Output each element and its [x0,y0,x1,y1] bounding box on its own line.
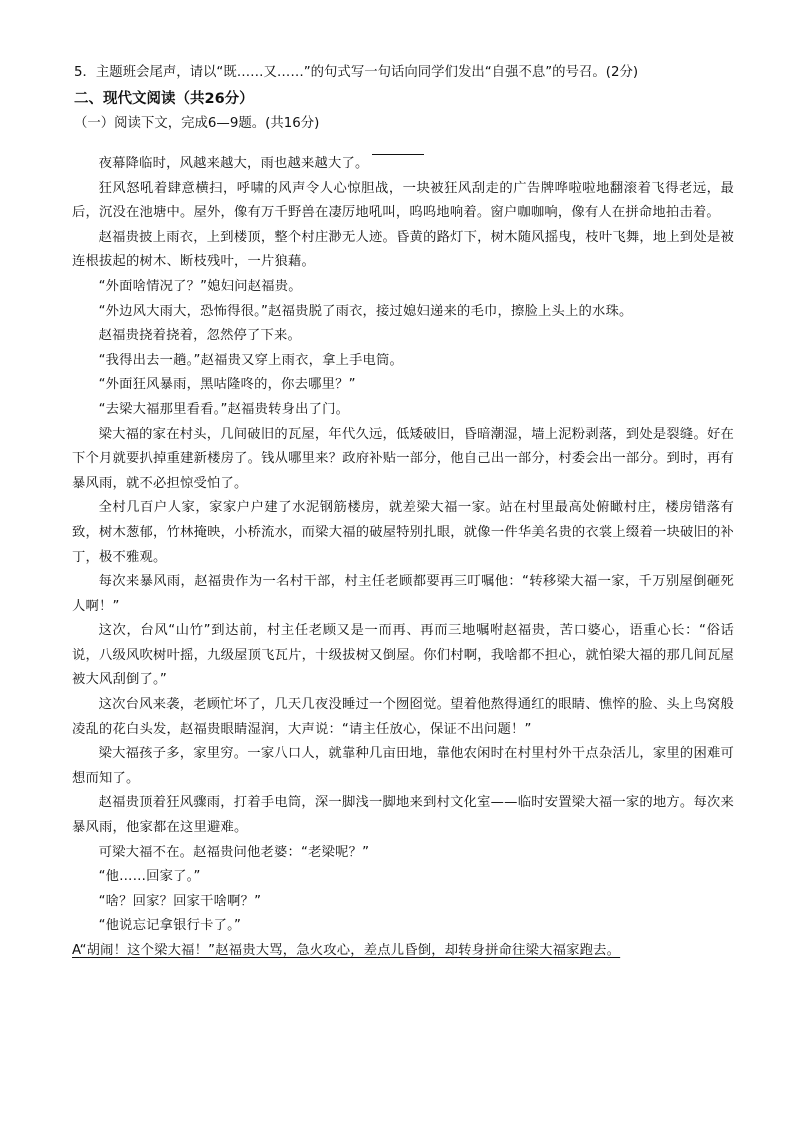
paragraph: 每次来暴风雨，赵福贵作为一名村干部，村主任老顾都要再三叮嘱他：“转移梁大福一家，千万别屋倒砸死人啊！” [72,574,734,614]
paragraph: 赵福贵挠着挠着，忽然停了下来。 [98,328,302,344]
sentence-a-marker: A [72,943,80,958]
paragraph: “我得出去一趟。”赵福贵又穿上雨衣，拿上手电筒。 [98,352,404,368]
paragraph: “外面狂风暴雨，黑咕隆咚的，你去哪里？” [98,377,356,393]
paragraph: 狂风怒吼着肆意横扫，呼啸的风声令人心惊胆战，一块被狂风刮走的广告牌哗啦啦地翻滚着飞得老远，最后，沉没在池塘中。屋外，像有万千野兽在凄厉地吼叫，呜呜地响着。窗户咖咖响，像有人在拼命地拍击着。 [72,180,734,221]
paragraph: 夜幕降临时，风越来越大，雨也越来越大了。 [98,156,369,171]
subsection-instruction: （一）阅读下文，完成6—9题。(共16分) [74,116,320,131]
reading-article [72,152,734,964]
paragraph: “他说忘记拿银行卡了。” [98,918,242,934]
paragraph: 梁大福孩子多，家里穷。一家八口人，就靠种几亩田地，靠他农闲时在村里村外干点杂活儿，家里的困难可想而知了。 [72,746,734,786]
question-5: 5．主题班会尾声，请以“既……又……”的句式写一句话向同学们发出“自强不息”的号召。(2分) [74,65,639,80]
paragraph: 全村几百户人家，家家户户建了水泥钢筋楼房，就差梁大福一家。站在村里最高处俯瞰村庄，楼房错落有致，树木葱郁，竹林掩映，小桥流水，而梁大福的破屋特别扎眼，就像一件华美名贵的衣裳上缀着一块破旧的补丁，极不雅观。 [72,500,734,565]
paragraph: 这次台风来袭，老顾忙坏了，几天几夜没睡过一个囫囵觉。望着他熬得通红的眼睛、憔悴的脸、头上鸟窝般凌乱的花白头发，赵福贵眼睛湿润，大声说：“请主任放心，保证不出问题！” [72,697,734,737]
paragraph: 梁大福的家在村头，几间破旧的瓦屋，年代久远，低矮破旧，昏暗潮湿，墙上泥粉剥落，到处是裂缝。好在下个月就要扒掉重建新楼房了。钱从哪里来？政府补贴一部分，他自己出一部分，村委会出一部分。到时，再有暴风雨，就不必担惊受怕了。 [72,426,734,491]
paragraph: “他……回家了。” [98,869,201,885]
sentence-a-text: “胡闹！这个梁大福！”赵福贵大骂，急火攻心，差点儿昏倒，却转身拼命往梁大福家跑去。 [79,943,621,958]
paragraph: “外边风大雨大，恐怖得很。”赵福贵脱了雨衣，接过媳妇递来的毛巾，擦脸上头上的水珠。 [98,303,633,319]
paragraph: “去梁大福那里看看。”赵福贵转身出了门。 [98,401,350,417]
paragraph: 赵福贵顶着狂风骤雨，打着手电筒，深一脚浅一脚地来到村文化室——临时安置梁大福一家的地方。每次来暴风雨，他家都在这里避难。 [72,795,734,836]
paragraph: 可梁大福不在。赵福贵问他老婆：“老梁呢？” [98,844,370,860]
paragraph: “外面啥情况了？”媳妇问赵福贵。 [98,278,302,294]
paragraph: 这次，台风“山竹”到达前，村主任老顾又是一而再、再而三地嘱咐赵福贵，苦口婆心，语重心长：“俗话说，八级风吹树叶摇，九级屋顶飞瓦片，十级拔树又倒屋。你们村啊，我啥都不担心，就怕梁大福的那几间瓦屋被大风刮倒了。” [72,623,734,688]
paragraph: 赵福贵披上雨衣，上到楼顶，整个村庄渺无人迹。昏黄的路灯下，树木随风摇曳，枝叶飞舞，地上到处是被连根拔起的树木、断枝残叶，一片狼藉。 [72,229,734,270]
section-title: 二、现代文阅读（共26分） [74,91,254,107]
paragraph: “啥？回家？回家干啥啊？” [98,893,262,909]
final-underlined-sentence [72,939,734,964]
